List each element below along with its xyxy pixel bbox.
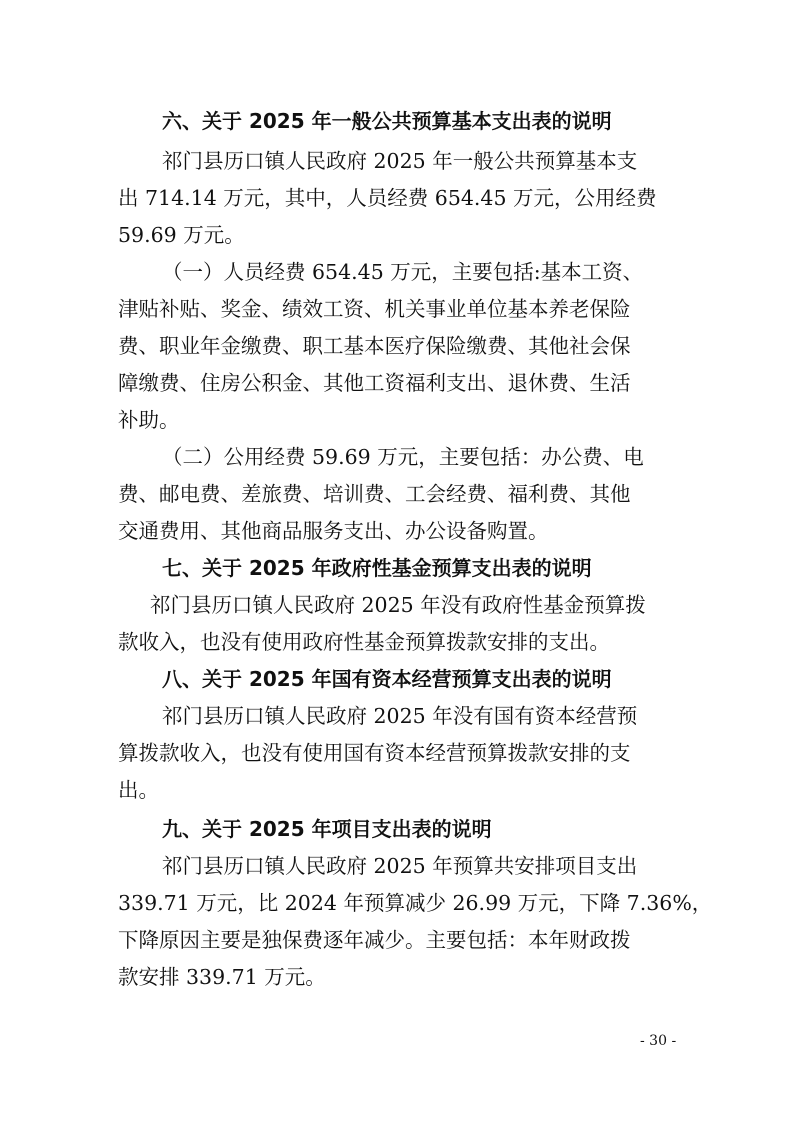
paragraph-line: 补助。 xyxy=(118,408,180,432)
paragraph-line: 款安排 339.71 万元。 xyxy=(118,965,326,989)
paragraph-line: 出 714.14 万元，其中，人员经费 654.45 万元，公用经费 xyxy=(118,186,657,210)
paragraph-line: 算拨款收入，也没有使用国有资本经营预算拨款安排的支 xyxy=(118,741,631,765)
paragraph-line: （二）公用经费 59.69 万元，主要包括：办公费、电 xyxy=(162,445,644,469)
paragraph-line: 津贴补贴、奖金、绩效工资、机关事业单位基本养老保险 xyxy=(118,297,631,321)
paragraph-line: 交通费用、其他商品服务支出、办公设备购置。 xyxy=(118,519,549,543)
paragraph-line: 祁门县历口镇人民政府 2025 年一般公共预算基本支 xyxy=(162,149,638,173)
paragraph-line: 下降原因主要是独保费逐年减少。主要包括：本年财政拨 xyxy=(118,928,631,952)
paragraph-line: 障缴费、住房公积金、其他工资福利支出、退休费、生活 xyxy=(118,371,631,395)
section-heading-7: 七、关于 2025 年政府性基金预算支出表的说明 xyxy=(162,556,592,580)
paragraph-line: （一）人员经费 654.45 万元，主要包括:基本工资、 xyxy=(162,260,644,284)
paragraph-line: 祁门县历口镇人民政府 2025 年预算共安排项目支出 xyxy=(162,854,638,878)
section-heading-8: 八、关于 2025 年国有资本经营预算支出表的说明 xyxy=(162,667,612,691)
paragraph-line: 款收入，也没有使用政府性基金预算拨款安排的支出。 xyxy=(118,630,610,654)
paragraph-line: 出。 xyxy=(118,778,159,802)
paragraph-line: 祁门县历口镇人民政府 2025 年没有国有资本经营预 xyxy=(162,704,638,728)
section-heading-6: 六、关于 2025 年一般公共预算基本支出表的说明 xyxy=(162,109,612,133)
page-number: - 30 - xyxy=(640,1033,677,1049)
paragraph-line: 339.71 万元，比 2024 年预算减少 26.99 万元，下降 7.36%， xyxy=(118,891,713,915)
paragraph-line: 费、职业年金缴费、职工基本医疗保险缴费、其他社会保 xyxy=(118,334,631,358)
paragraph-line: 59.69 万元。 xyxy=(118,223,245,247)
paragraph-line: 费、邮电费、差旅费、培训费、工会经费、福利费、其他 xyxy=(118,482,631,506)
section-heading-9: 九、关于 2025 年项目支出表的说明 xyxy=(162,817,492,841)
paragraph-line: 祁门县历口镇人民政府 2025 年没有政府性基金预算拨 xyxy=(150,593,646,617)
